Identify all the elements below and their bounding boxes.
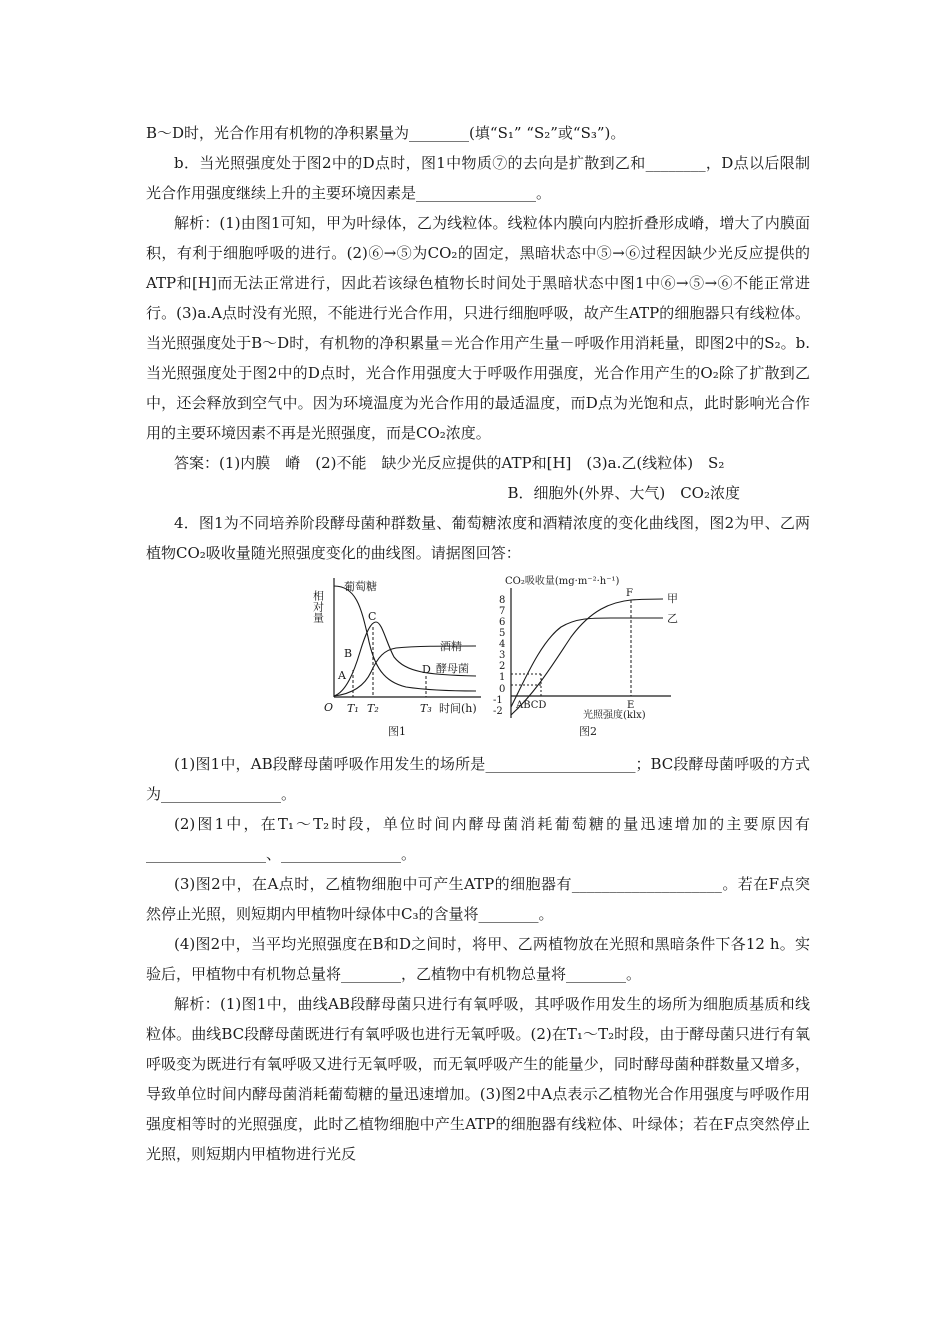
tick: -2 bbox=[493, 706, 503, 717]
text-line: B～D时，光合作用有机物的净积累量为________(填“S₁” “S₂”或“S₃”)。 bbox=[146, 124, 626, 142]
question-3: (3)图2中，在A点时，乙植物细胞中可产生ATP的细胞器有____________________。若在F点突然停止光照，则短期内甲植物叶绿体中C₃的含量将________。 bbox=[146, 875, 810, 923]
analysis-paragraph: 解析：(1)图1中，曲线AB段酵母菌只进行有氧呼吸，其呼吸作用发生的场所为细胞质基质和线粒体。曲线BC段酵母菌既进行有氧呼吸也进行无氧呼吸。(2)在T₁～T₂时段，由于酵母菌只进行有氧呼吸变为既进行有氧呼吸又进行无氧呼吸，而无氧呼吸产生的能量少，同时酵母菌种群数量又增多，导致单位时间内酵母菌消耗葡萄糖的量迅速增加。(3)图2中A点表示乙植物光合作用强度与呼吸作用强度相等时的光照强度，此时乙植物细胞中产生ATP的细胞器有线粒体、叶绿体；若在F点突然停止光照，则短期内甲植物进行光反 bbox=[146, 995, 810, 1163]
yeast-curve bbox=[334, 622, 476, 696]
y-axis-label: 相对量 bbox=[311, 590, 325, 623]
glucose-label: 葡萄糖 bbox=[344, 580, 377, 593]
point-e: E bbox=[627, 700, 635, 711]
figure-1-caption: 图1 bbox=[388, 725, 406, 738]
point-f: F bbox=[626, 588, 633, 599]
question-2: (2)图1中，在T₁～T₂时段，单位时间内酵母菌消耗葡萄糖的量迅速增加的主要原因有________________、________________。 bbox=[146, 815, 810, 863]
tick: 8 bbox=[499, 595, 506, 606]
tick-t1: T₁ bbox=[347, 702, 359, 715]
tick-t2: T₂ bbox=[367, 702, 379, 715]
text-line: b．当光照强度处于图2中的D点时，图1中物质⑦的去向是扩散到乙和________，D点以后限制光合作用强度继续上升的主要环境因素是________________。 bbox=[146, 154, 810, 202]
tick: 3 bbox=[499, 650, 506, 661]
alcohol-label: 酒精 bbox=[440, 640, 462, 653]
tick: 0 bbox=[499, 684, 506, 695]
point-d: D bbox=[422, 663, 431, 676]
tick: -1 bbox=[493, 695, 503, 706]
question-1: (1)图1中，AB段酵母菌呼吸作用发生的场所是____________________；BC段酵母菌呼吸的方式为________________。 bbox=[146, 755, 810, 803]
curve-yi bbox=[511, 618, 663, 707]
label-yi: 乙 bbox=[667, 612, 678, 625]
y-ticks bbox=[493, 595, 505, 717]
question-4: (4)图2中，当平均光照强度在B和D之间时，将甲、乙两植物放在光照和黑暗条件下各12 h。实验后，甲植物中有机物总量将________，乙植物中有机物总量将________。 bbox=[146, 935, 810, 983]
tick: 4 bbox=[499, 639, 506, 650]
y-axis-label: CO₂吸收量(mg·m⁻²·h⁻¹) bbox=[505, 576, 620, 587]
tick: 5 bbox=[499, 628, 506, 639]
points-abcd: ABCD bbox=[516, 700, 547, 711]
analysis-paragraph: 解析：(1)由图1可知，甲为叶绿体，乙为线粒体。线粒体内膜向内腔折叠形成嵴，增大了内膜面积，有利于细胞呼吸的进行。(2)⑥→⑤为CO₂的固定，黑暗状态中⑤→⑥过程因缺少光反应提供的ATP和[H]而无法正常进行，因此若该绿色植物长时间处于黑暗状态中图1中⑥→⑤→⑥不能正常进行。(3)a.A点时没有光照，不能进行光合作用，只进行细胞呼吸，故产生ATP的细胞器只有线粒体。当光照强度处于B～D时，有机物的净积累量＝光合作用产生量－呼吸作用消耗量，即图2中的S₂。b.当光照强度处于图2中的D点时，光合作用强度大于呼吸作用强度，光合作用产生的O₂除了扩散到乙中，还会释放到空气中。因为环境温度为光合作用的最适温度，而D点为光饱和点，此时影响光合作用的主要环境因素不再是光照强度，而是CO₂浓度。 bbox=[146, 214, 810, 442]
tick: 6 bbox=[499, 617, 506, 628]
tick: 2 bbox=[499, 661, 506, 672]
point-a: A bbox=[338, 669, 346, 682]
point-b: B bbox=[344, 647, 353, 660]
tick: 7 bbox=[499, 606, 506, 617]
figure-2 bbox=[491, 572, 691, 742]
x-axis-label: 光照强度(klx) bbox=[583, 710, 646, 721]
yeast-label: 酵母菌 bbox=[436, 662, 469, 675]
tick: 1 bbox=[499, 672, 506, 683]
curve-jia bbox=[511, 599, 663, 715]
point-c: C bbox=[368, 610, 377, 623]
answer-line: 答案：(1)内膜 嵴 (2)不能 缺少光反应提供的ATP和[H] (3)a.乙(线粒体) S₂ bbox=[174, 454, 725, 472]
figure-2-caption: 图2 bbox=[579, 725, 597, 738]
page bbox=[146, 118, 810, 1169]
question-stem: 4．图1为不同培养阶段酵母菌种群数量、葡萄糖浓度和酒精浓度的变化曲线图，图2为甲、乙两植物CO₂吸收量随光照强度变化的曲线图。请据图回答： bbox=[146, 514, 810, 562]
x-axis-label: 时间(h) bbox=[439, 702, 477, 715]
tick-t3: T₃ bbox=[420, 702, 432, 715]
figure-1 bbox=[311, 572, 486, 742]
answer-line: B．细胞外(外界、大气) CO₂浓度 bbox=[507, 484, 740, 502]
label-jia: 甲 bbox=[667, 592, 678, 605]
figures bbox=[146, 572, 810, 747]
origin-label: O bbox=[324, 701, 334, 714]
